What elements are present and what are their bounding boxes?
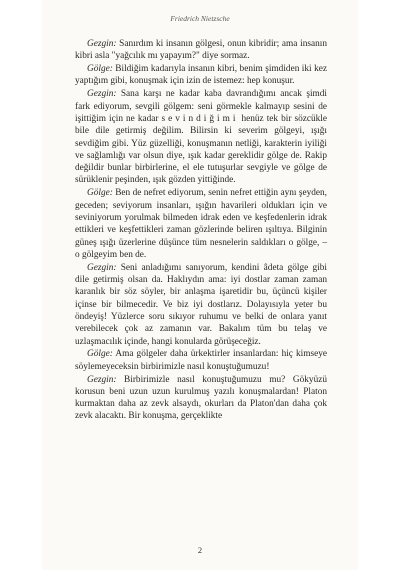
- paragraph-text: Ben de nefret ediyorum, senin nefret ettiğin aynı şeyden, geceden; seviyorum insanları, ışığın havarileri oldukları için ve seviniyorum yorulmak bilmeden idrak eden ve keşfedenlerin idrak ettikleri ve keşfettikleri zaman gözlerinde beliren ışıltıya. Bilginin güneş ışığı üzerlerine düşünce tüm nesnelerin saldıkları o gölge, – o gölgeyim ben de.: [75, 188, 327, 260]
- paragraph: [75, 38, 327, 63]
- speaker-label: Gezgin:: [87, 374, 117, 385]
- paragraph: [75, 88, 327, 186]
- paragraph-text: Bildiğim kadarıyla insanın kibri, benim şimdiden iki kez yaptığım gibi, konuşmak için izin de istemez: hep konuşur.: [75, 64, 327, 87]
- speaker-label: Gölge:: [87, 349, 113, 360]
- paragraph: [75, 187, 327, 261]
- paragraph: [75, 348, 327, 373]
- running-head: Friedrich Nietzsche: [170, 14, 230, 23]
- paragraph-text: Seni anladığımı sanıyorum, kendini âdeta gölge gibi dile getirmiş olsan da. Haklıydın ama: iyi dostlar zaman zaman karanlık bir söz söyler, bir anlaşma işaretidir bu, üçüncü kişiler içinse bir bilmecedir. Ve biz iyi dostlarız. Dolayısıyla yeter bu öndeyiş! Yüzlerce soru sıkıyor ruhumu ve belki de onlara yanıt verebilecek çok az zamanın var. Bakalım tüm bu telaş ve uzlaşmacılık içinde, hangi konularda görüşeceğiz.: [75, 262, 327, 347]
- speaker-label: Gölge:: [87, 64, 113, 75]
- speaker-label: Gezgin:: [87, 262, 117, 273]
- paragraph: [75, 63, 327, 88]
- paragraph-text: Sanırdım ki insanın gölgesi, onun kibridir; ama insanın kibri asla "yağcılık mı yapayım?" diye sormaz.: [75, 39, 327, 62]
- page-number: 2: [197, 545, 203, 555]
- paragraph: [75, 262, 327, 348]
- paragraph-text: Ama gölgeler daha ürkektirler insanlardan: hiç kimseye söylemeyeceksin birbirimizle nasıl konuştuğumuzu!: [75, 349, 327, 372]
- page-body: [75, 38, 327, 423]
- spaced-emphasis: sevindiğimi: [161, 113, 239, 124]
- paragraph-text: henüz tek bir sözcükle bile dile getirmiş değilim. Bilirsin ki severim gölgeyi, ışığı sevdiğim gibi. Yüz güzelliği, konuşmanın netliği, karakterin iyiliği ve sağlamlığı var olsun diye, ışık kadar gereklidir gölge de. Rakip değildir bunlar birbirlerine, el ele tutuşurlar sevgiyle ve gölge de sürüklenir peşinden, ışık gözden yittiğinde.: [75, 113, 327, 186]
- paragraph: [75, 374, 327, 423]
- paragraph-text: Birbirimizle nasıl konuştuğumuzu mu? Gökyüzü korusun beni uzun uzun kurulmuş yazılı konuşmalardan! Platon kurmaktan daha az zevk alsaydı, okurları da Platon'dan daha çok zevk alacaktı. Bir konuşma, gerçeklikte: [75, 374, 327, 422]
- speaker-label: Gezgin:: [87, 39, 117, 49]
- paragraph-text: Sana karşı ne kadar kaba davrandığımı ancak şimdi fark ediyorum, sevgili gölgem: seni görmekle kalmayıp sesini de işittiğim için ne kadar: [75, 89, 327, 124]
- speaker-label: Gezgin:: [87, 89, 117, 100]
- speaker-label: Gölge:: [87, 188, 113, 199]
- book-page: [42, 0, 358, 570]
